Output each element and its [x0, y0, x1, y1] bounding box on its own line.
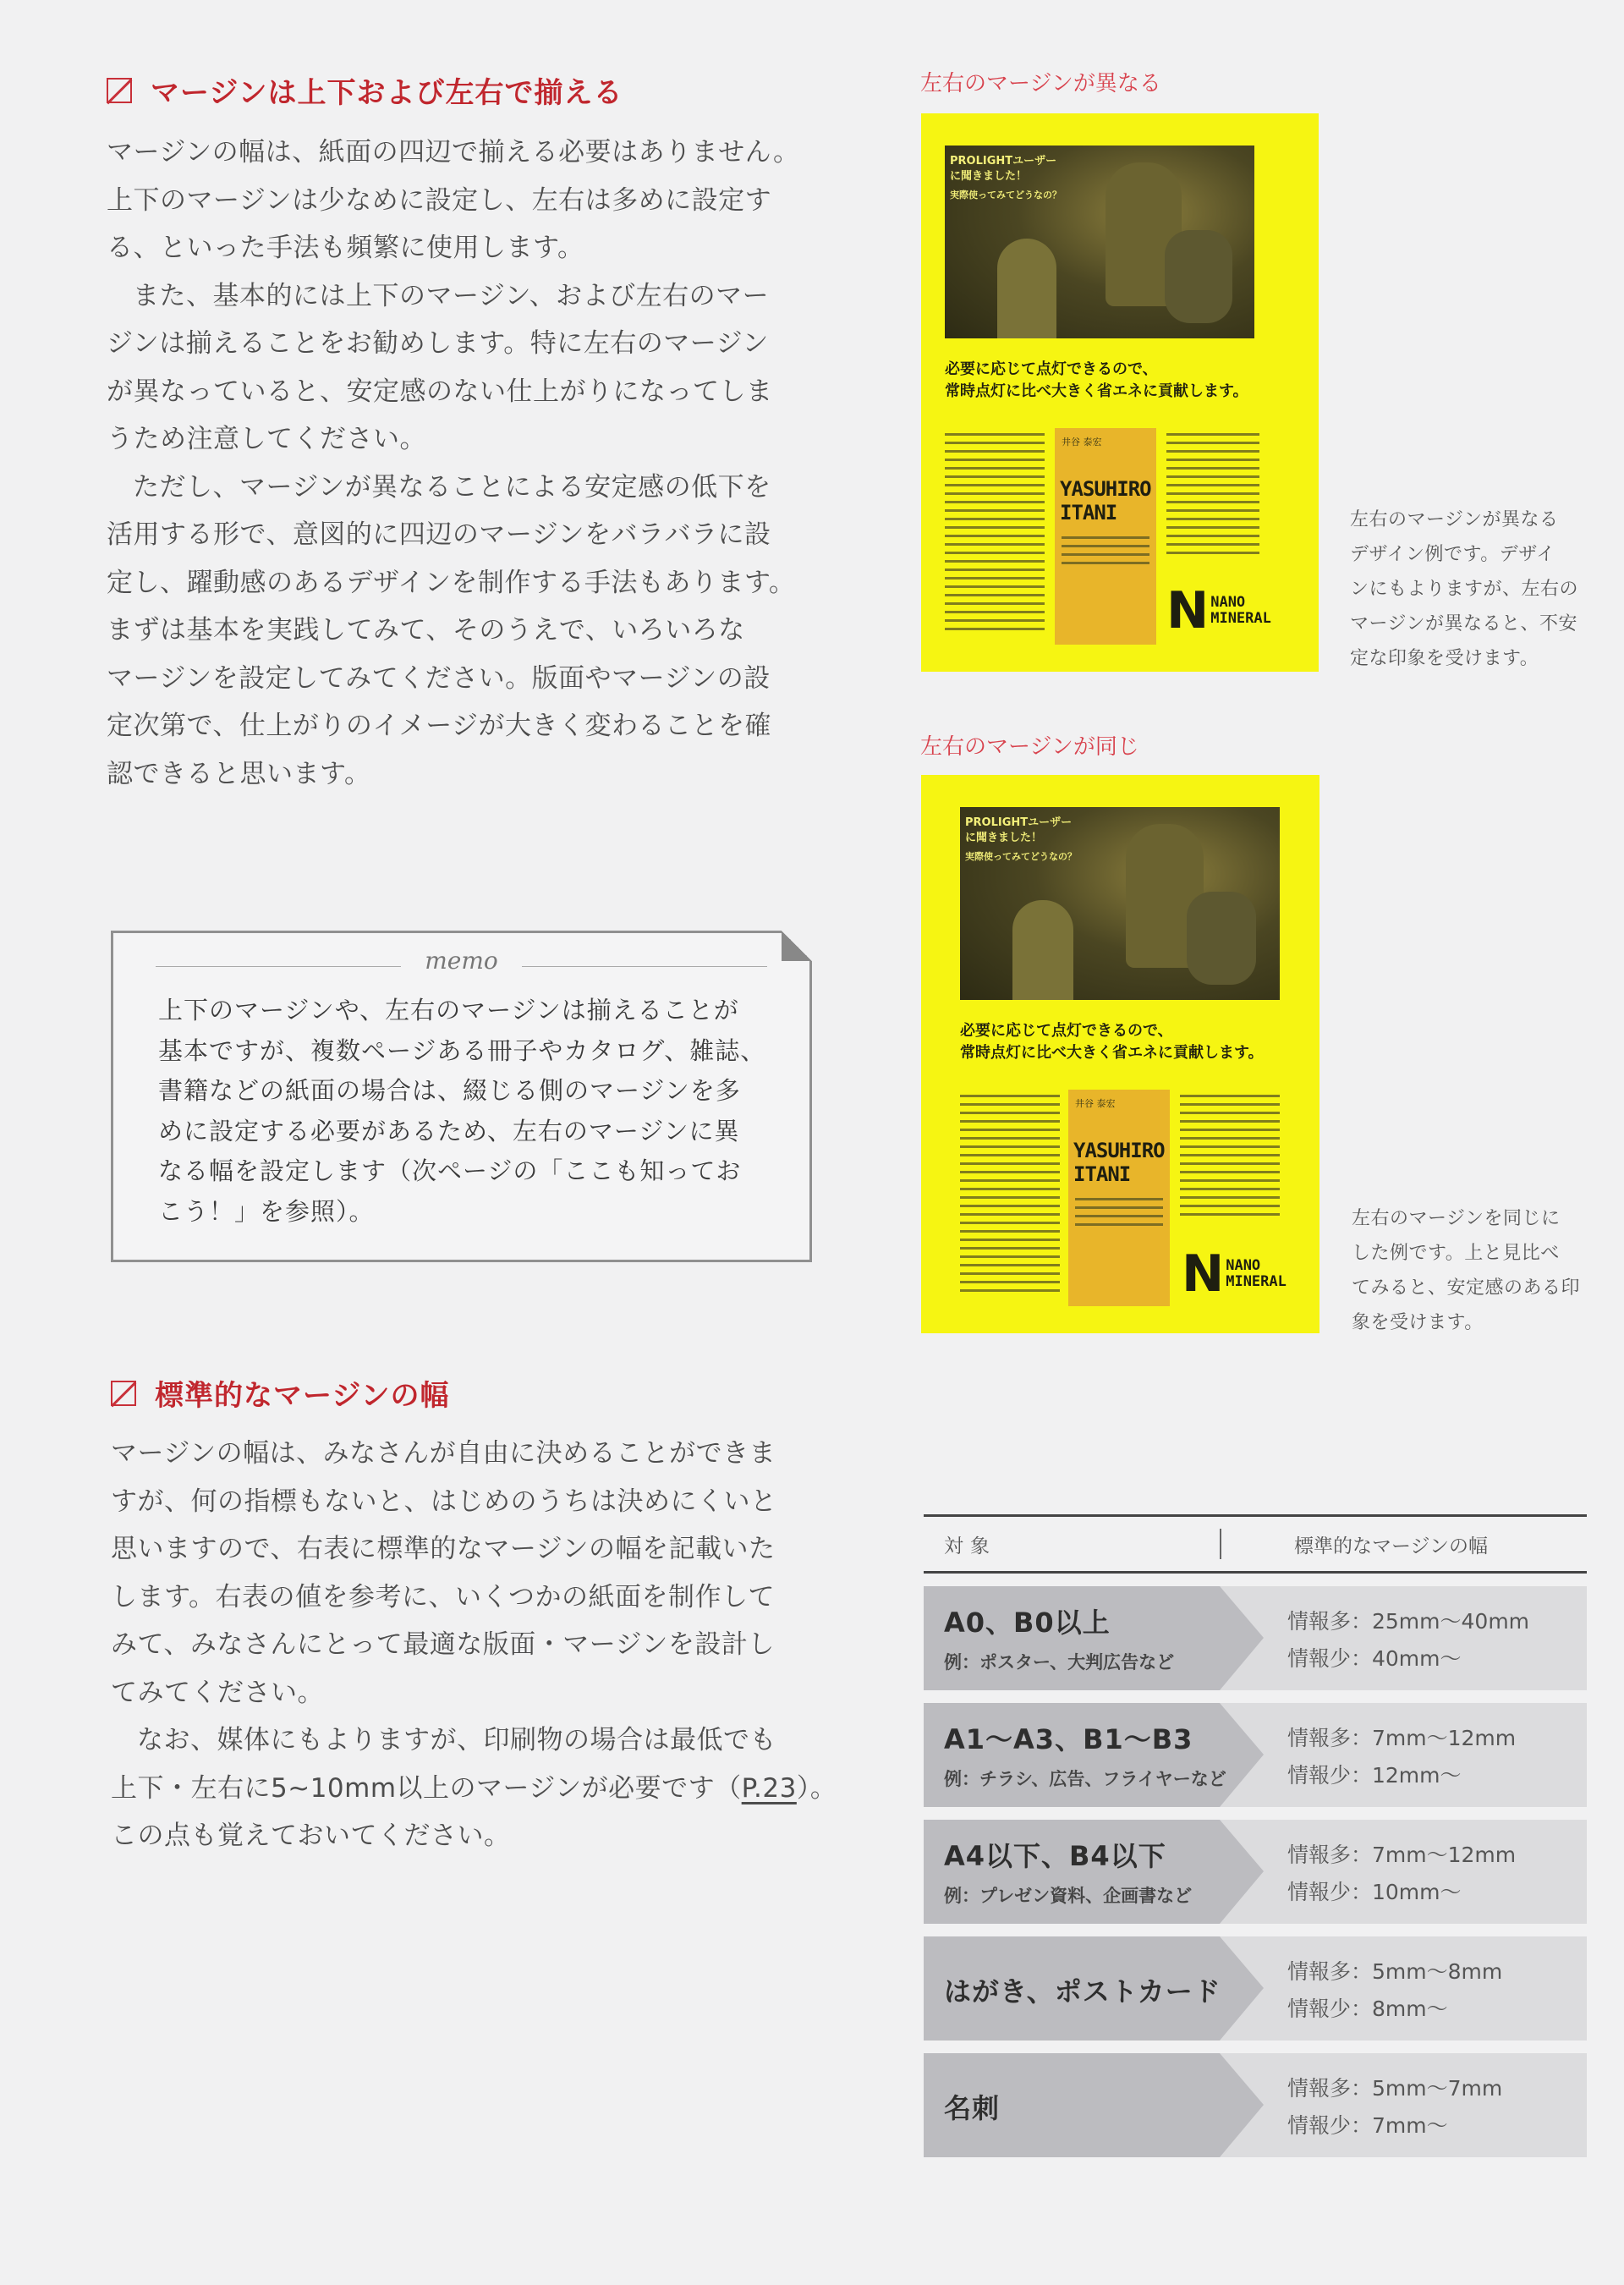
sample-name-big: ITANI [1060, 501, 1117, 525]
body-line: 認できると思います。 [107, 758, 371, 789]
row-target: はがき、ポストカード [944, 1975, 1221, 2008]
section1-title: マージンは上下および左右で揃える [151, 76, 623, 110]
sample-headline: 必要に応じて点灯できるので、 [960, 1022, 1173, 1040]
memo-rule [156, 966, 401, 967]
sample-headline: 常時点灯に比べ大きく省エネに貢献します。 [960, 1044, 1264, 1062]
checkbox-mark-icon [107, 78, 132, 103]
sample-text-column [960, 1095, 1060, 1298]
row-more-info: 情報多：5mm～7mm [1287, 2076, 1503, 2101]
sample-logo [1182, 1244, 1287, 1304]
sample-name-big: ITANI [1073, 1162, 1131, 1186]
body-line: また、基本的には上下のマージン、および左右のマー [133, 280, 770, 311]
sample-text-column [1166, 433, 1259, 560]
caption-line: ンにもよりますが、左右の [1350, 579, 1579, 600]
checkbox-mark-icon [111, 1381, 136, 1406]
body-line: この点も覚えておいてください。 [111, 1821, 511, 1851]
body-line: ただし、マージンが異なることによる安定感の低下を [133, 471, 771, 503]
row-more-info: 情報多：5mm～8mm [1287, 1959, 1503, 1984]
logo-letter: N [1182, 1244, 1225, 1304]
memo-body [158, 991, 765, 1232]
logo-word: MINERAL [1226, 1273, 1287, 1290]
body-line: なお、媒体にもよりますが、印刷物の場合は最低でも [137, 1725, 776, 1755]
section2-body [111, 1430, 837, 1860]
logo-word: NANO [1226, 1257, 1261, 1274]
caption-different [1350, 503, 1578, 676]
sample-headline: 必要に応じて点灯できるので、 [945, 360, 1158, 378]
sample-photo [960, 807, 1280, 1000]
body-line: マージンを設定してみてください。版面やマージンの設 [107, 662, 771, 694]
body-line: 上下のマージンは少なめに設定し、左右は多めに設定す [107, 184, 772, 216]
table-row [924, 1586, 1587, 1690]
row-less-info: 情報少：12mm～ [1287, 1763, 1462, 1788]
table-row [924, 1936, 1587, 2041]
section1-heading [107, 69, 623, 111]
photo-tag-line: PROLIGHTユーザー [965, 816, 1073, 829]
body-line: マージンの幅は、紙面の四辺で揃える必要はありません。 [107, 137, 800, 168]
folded-corner-icon [782, 931, 812, 961]
table-row [924, 1820, 1587, 1924]
memo-line: めに設定する必要があるため、左右のマージンに異 [158, 1116, 740, 1145]
table-row [924, 1703, 1587, 1807]
body-line: 活用する形で、意図的に四辺のマージンをバラバラに設 [107, 519, 771, 550]
sample-label-different: 左右のマージンが異なる [920, 71, 1161, 96]
body-line: みて、みなさんにとって最適な版面・マージンを設計し [111, 1629, 775, 1660]
body-text: ）。 [796, 1772, 837, 1804]
caption-line: 左右のマージンが異なる [1350, 509, 1559, 530]
photo-tag-line: に聞きました！ [965, 832, 1043, 844]
sample-text-column [1075, 1198, 1163, 1232]
body-line: てみてください。 [111, 1677, 324, 1708]
row-less-info: 情報少：40mm～ [1287, 1646, 1462, 1671]
row-target: A4以下、B4以下 [944, 1840, 1166, 1872]
body-line: 思いますので、右表に標準的なマージンの幅を記載いた [111, 1534, 776, 1564]
row-less-info: 情報少：8mm～ [1287, 1997, 1448, 2021]
row-more-info: 情報多：7mm～12mm [1287, 1843, 1517, 1867]
caption-line: てみると、安定感のある印 [1352, 1277, 1581, 1299]
row-more-info: 情報多：7mm～12mm [1287, 1726, 1517, 1750]
logo-words [1209, 595, 1271, 627]
photo-tag-line: 実際使ってみてどうなの？ [965, 851, 1077, 862]
logo-word: MINERAL [1210, 610, 1271, 627]
table-header-margin: 標準的なマージンの幅 [1294, 1535, 1488, 1557]
caption-line: 定な印象を受けます。 [1350, 648, 1539, 669]
logo-word: NANO [1210, 594, 1246, 611]
memo-rule [522, 966, 767, 967]
body-line: まずは基本を実践してみて、そのうえで、いろいろな [107, 615, 745, 645]
body-line: る、といった手法も頻繁に使用します。 [107, 233, 584, 263]
row-less-info: 情報少：10mm～ [1287, 1880, 1462, 1904]
sample-text-column [945, 433, 1045, 636]
sample-name-big: YASUHIRO [1060, 477, 1151, 501]
photo-tag-line: PROLIGHTユーザー [950, 155, 1057, 168]
caption-same [1352, 1201, 1580, 1340]
sample-headline: 常時点灯に比べ大きく省エネに貢献します。 [945, 382, 1248, 400]
table-header-target: 対象 [944, 1535, 996, 1557]
table-header [924, 1514, 1587, 1574]
memo-title: memo [408, 947, 515, 975]
body-line: うため注意してください。 [107, 424, 426, 454]
sample-photo [945, 146, 1254, 338]
memo-line: 書籍などの紙面の場合は、綴じる側のマージンを多 [158, 1076, 741, 1105]
row-more-info: 情報多：25mm～40mm [1287, 1609, 1530, 1634]
sample-image-different-margins [921, 113, 1319, 672]
memo-line: なる幅を設定します（次ページの「ここも知ってお [158, 1156, 742, 1185]
body-line: が異なっていると、安定感のない仕上がりになってしま [107, 376, 773, 407]
caption-line: 左右のマージンを同じに [1352, 1208, 1561, 1229]
section1-body [107, 129, 799, 798]
table-row [924, 2053, 1587, 2157]
body-text: 上下・左右に5~10mm以上のマージンが必要です（ [111, 1772, 742, 1804]
body-line [111, 1765, 837, 1813]
body-line: マージンの幅は、みなさんが自由に決めることができま [111, 1438, 776, 1469]
caption-line: マージンが異なると、不安 [1350, 613, 1578, 634]
margin-table [924, 1514, 1587, 2138]
sample-text-column [1180, 1095, 1280, 1222]
sample-label-same: 左右のマージンが同じ [920, 734, 1139, 760]
sample-image-same-margins [921, 775, 1320, 1333]
photo-tag-line: に聞きました！ [950, 170, 1028, 183]
logo-letter: N [1166, 581, 1210, 640]
row-less-info: 情報少：7mm～ [1287, 2113, 1448, 2138]
sample-name-small: 井谷 泰宏 [1075, 1098, 1116, 1109]
logo-words [1224, 1258, 1287, 1290]
page-reference-link[interactable]: P.23 [741, 1772, 797, 1804]
photo-tag-line: 実際使ってみてどうなの？ [950, 190, 1062, 200]
section2-heading [111, 1372, 449, 1414]
body-line: すが、何の指標もないと、はじめのうちは決めにくいと [111, 1486, 777, 1517]
body-line: 定次第で、仕上がりのイメージが大きく変わることを確 [107, 711, 771, 741]
row-example: 例：チラシ、広告、フライヤーなど [944, 1769, 1226, 1789]
memo-line: こう！」を参照）。 [158, 1196, 375, 1226]
memo-line: 基本ですが、複数ページある冊子やカタログ、雑誌、 [158, 1035, 766, 1065]
body-line: します。右表の値を参考に、いくつかの紙面を制作して [111, 1581, 776, 1612]
memo-title-row [156, 947, 767, 975]
header-divider [1220, 1529, 1221, 1559]
row-target: A1～A3、B1～B3 [944, 1723, 1193, 1755]
body-line: ジンは揃えることをお勧めします。特に左右のマージン [107, 328, 769, 359]
row-example: 例：プレゼン資料、企画書など [944, 1886, 1193, 1906]
row-target: A0、B0以上 [944, 1607, 1111, 1639]
body-line: 定し、躍動感のあるデザインを制作する手法もあります。 [107, 567, 796, 598]
sample-logo [1166, 581, 1271, 640]
section2-title: 標準的なマージンの幅 [155, 1379, 450, 1413]
memo-line: 上下のマージンや、左右のマージンは揃えることが [158, 996, 739, 1024]
sample-name-small: 井谷 泰宏 [1062, 437, 1102, 448]
sample-name-big: YASUHIRO [1073, 1139, 1165, 1162]
row-example: 例：ポスター、大判広告など [944, 1652, 1175, 1673]
memo-box [111, 931, 812, 1262]
sample-text-column [1062, 536, 1149, 570]
caption-line: した例です。上と見比べ [1352, 1243, 1560, 1264]
caption-line: 象を受けます。 [1352, 1312, 1484, 1333]
row-target: 名刺 [944, 2092, 1001, 2124]
caption-line: デザイン例です。デザイ [1350, 544, 1555, 565]
